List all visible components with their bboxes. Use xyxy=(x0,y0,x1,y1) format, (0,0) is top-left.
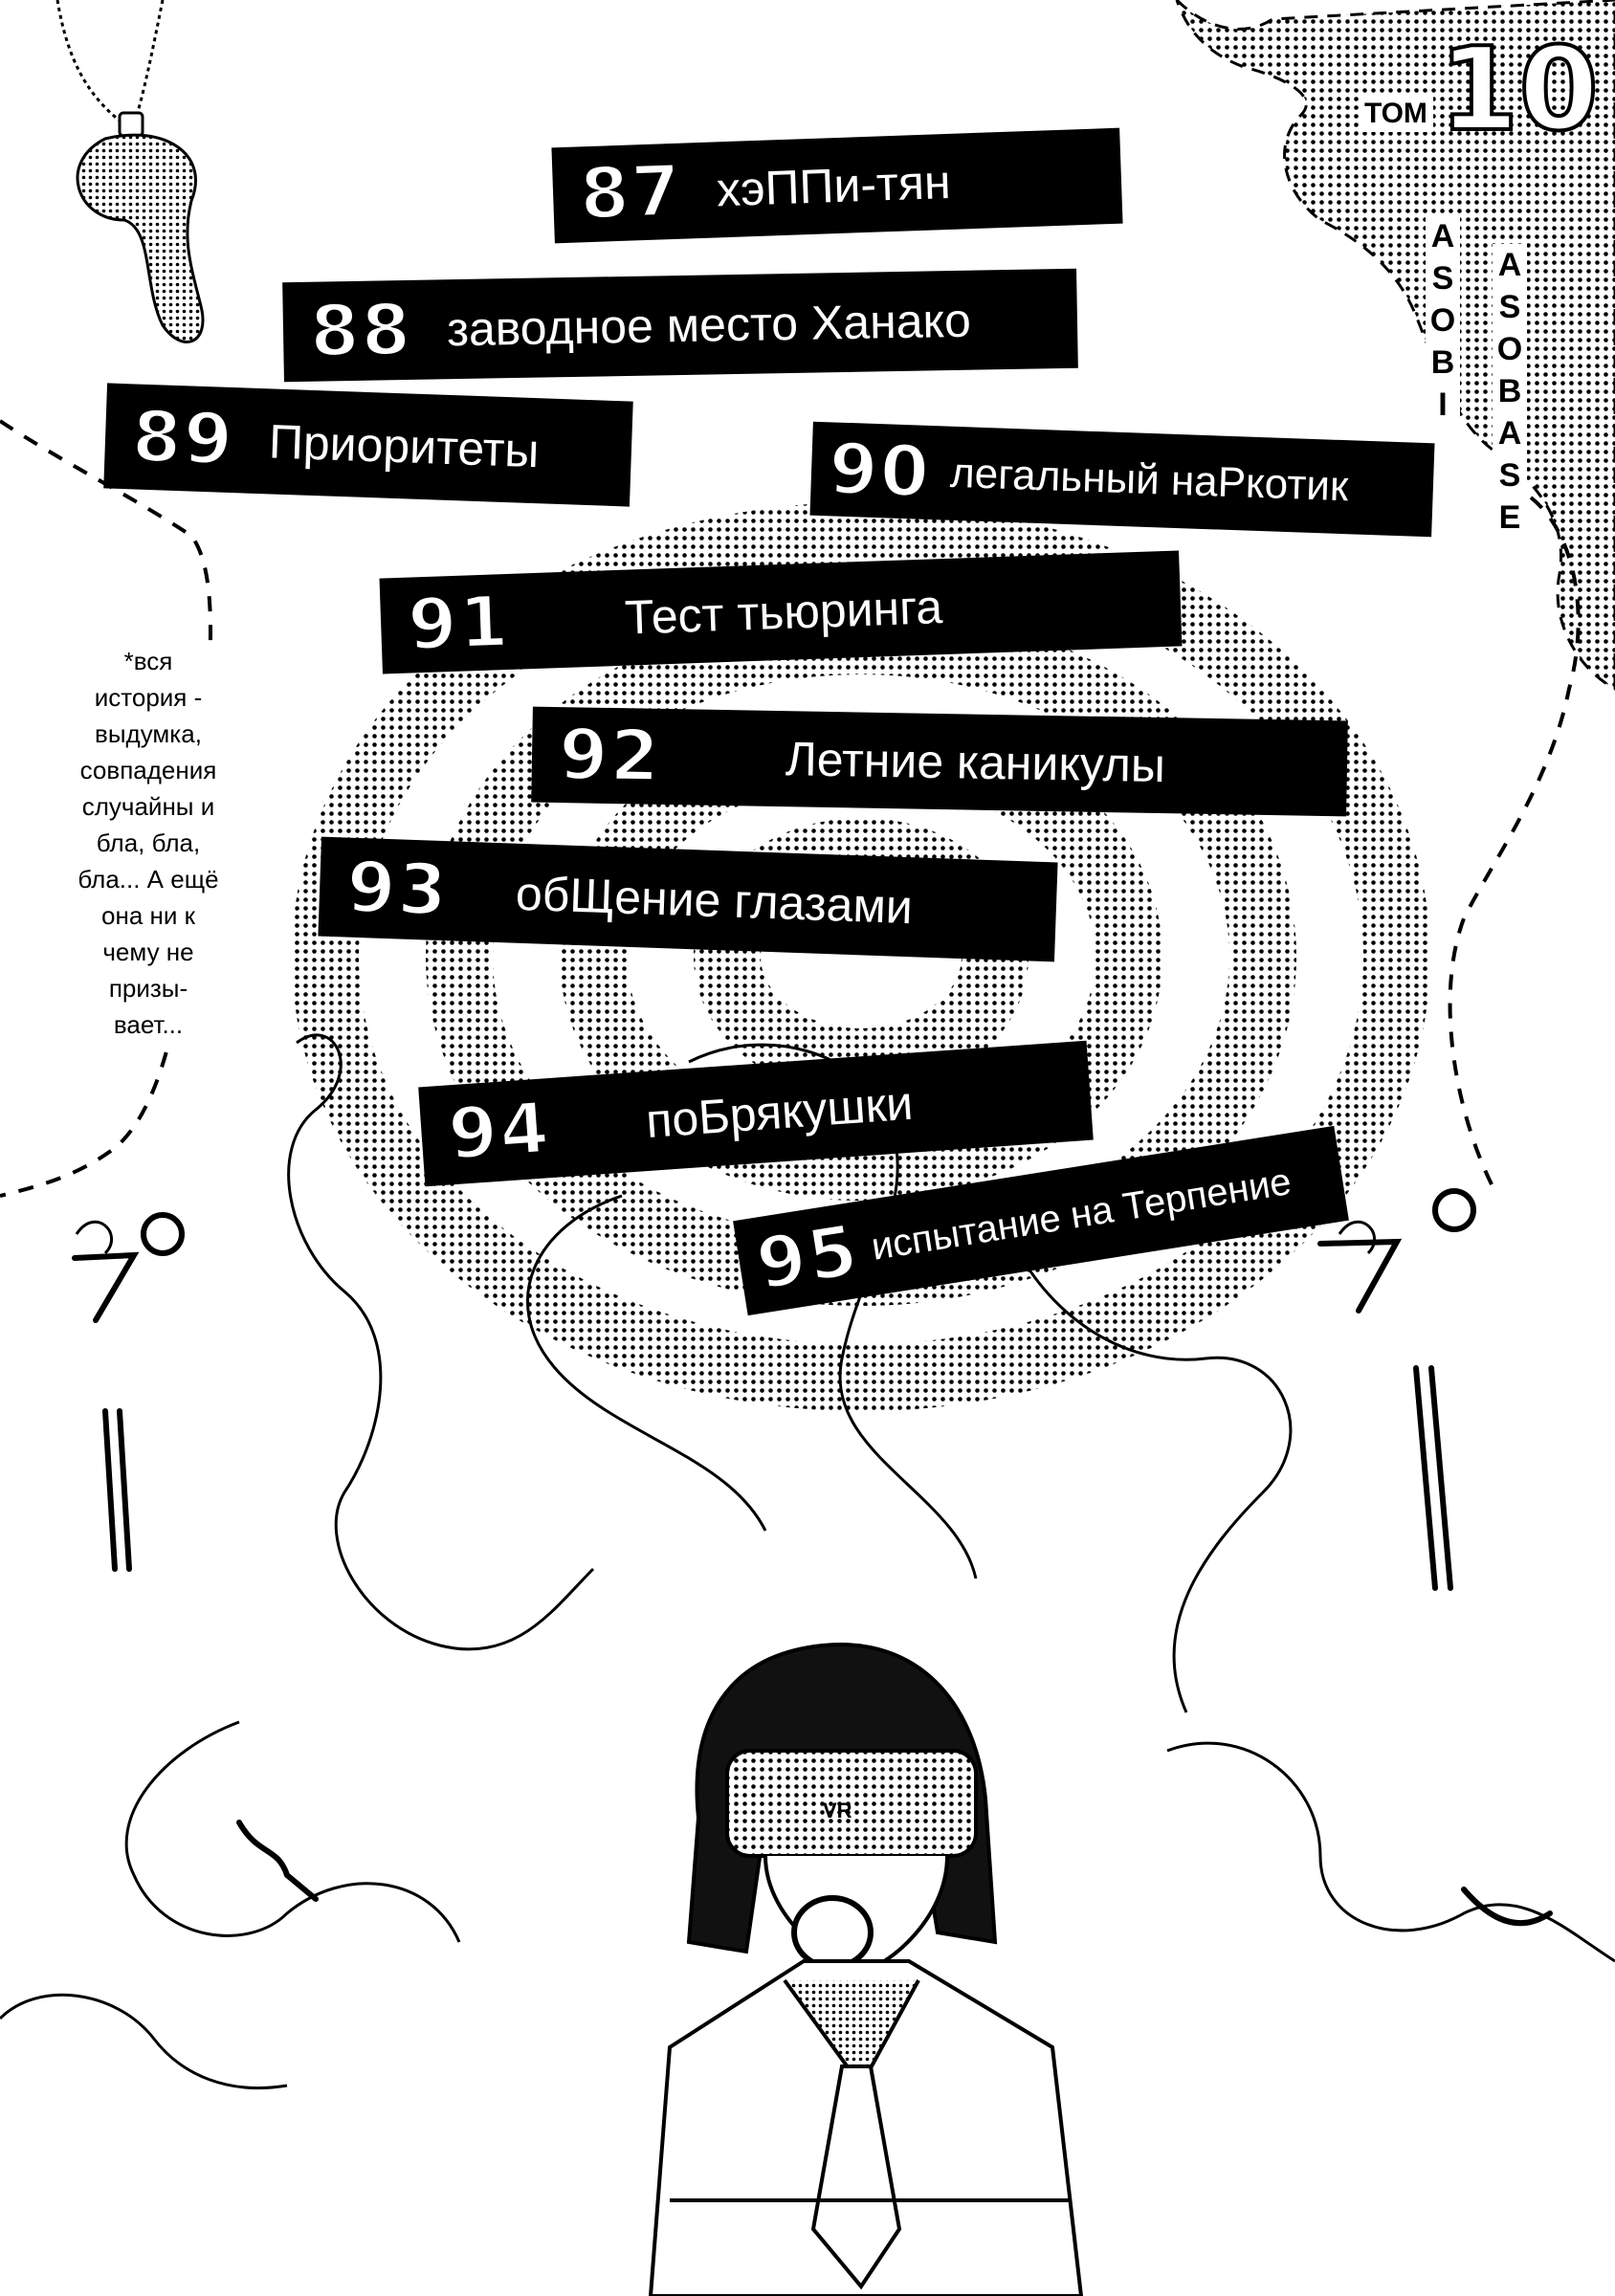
chapter-title: поБрякушки xyxy=(644,1075,915,1148)
chapter-title: обЩение глазами xyxy=(515,866,914,935)
series-word-2-text xyxy=(1493,244,1527,539)
girl-vr-figure xyxy=(651,1645,1081,2296)
series-letter: B xyxy=(1430,344,1455,381)
series-letter: E xyxy=(1498,499,1521,536)
series-letter: I xyxy=(1438,386,1448,423)
volume-label: ТОМ xyxy=(1359,96,1433,132)
chapter-title: хэППи-тян xyxy=(716,154,952,217)
chapter-number: 95 xyxy=(750,1208,866,1307)
series-letter: A xyxy=(1430,218,1455,254)
chapter-title: Тест тьюринга xyxy=(624,580,943,645)
series-letter: O xyxy=(1429,302,1456,339)
series-letter: S xyxy=(1498,457,1521,494)
pendant-charm xyxy=(57,0,203,342)
chapter-title: легальный наРкотик xyxy=(949,449,1350,511)
series-letter: A xyxy=(1497,415,1522,452)
volume-number: 10 xyxy=(1438,24,1599,157)
chapter-number: 90 xyxy=(827,428,933,514)
chapter-title: Приоритеты xyxy=(268,414,541,478)
chapter-number: 94 xyxy=(445,1087,554,1177)
vr-text: VR xyxy=(823,1799,852,1822)
series-letter: S xyxy=(1431,260,1454,297)
chapter-number: 88 xyxy=(309,288,413,373)
chapter-number: 87 xyxy=(578,149,684,236)
chapter-number: 89 xyxy=(130,395,236,482)
chapter-89-banner xyxy=(103,383,633,506)
chapter-number: 91 xyxy=(406,580,512,667)
chapter-title: Летние каникулы xyxy=(785,732,1166,793)
series-word-1-text xyxy=(1426,215,1460,426)
chapter-title: заводное место Ханако xyxy=(446,293,972,357)
series-word-1 xyxy=(1426,215,1460,426)
series-letter: S xyxy=(1498,289,1521,325)
chapter-88-banner xyxy=(282,269,1078,382)
disclaimer-note: *вся история - выдумка, совпадения случайны и бла, бла, бла... А ещё она ни к чему не призы- вает... xyxy=(77,643,220,1043)
chapter-87-banner xyxy=(551,128,1122,244)
chapter-92-banner xyxy=(531,707,1348,817)
chapter-title: испытание на Терпение xyxy=(868,1159,1294,1269)
series-letter: A xyxy=(1497,247,1522,283)
chapter-number: 92 xyxy=(558,714,662,798)
series-word-2 xyxy=(1493,244,1527,539)
chapter-number: 93 xyxy=(344,846,451,933)
series-letter: B xyxy=(1497,373,1522,409)
series-letter: O xyxy=(1496,331,1523,367)
volume-badge xyxy=(1359,24,1599,157)
